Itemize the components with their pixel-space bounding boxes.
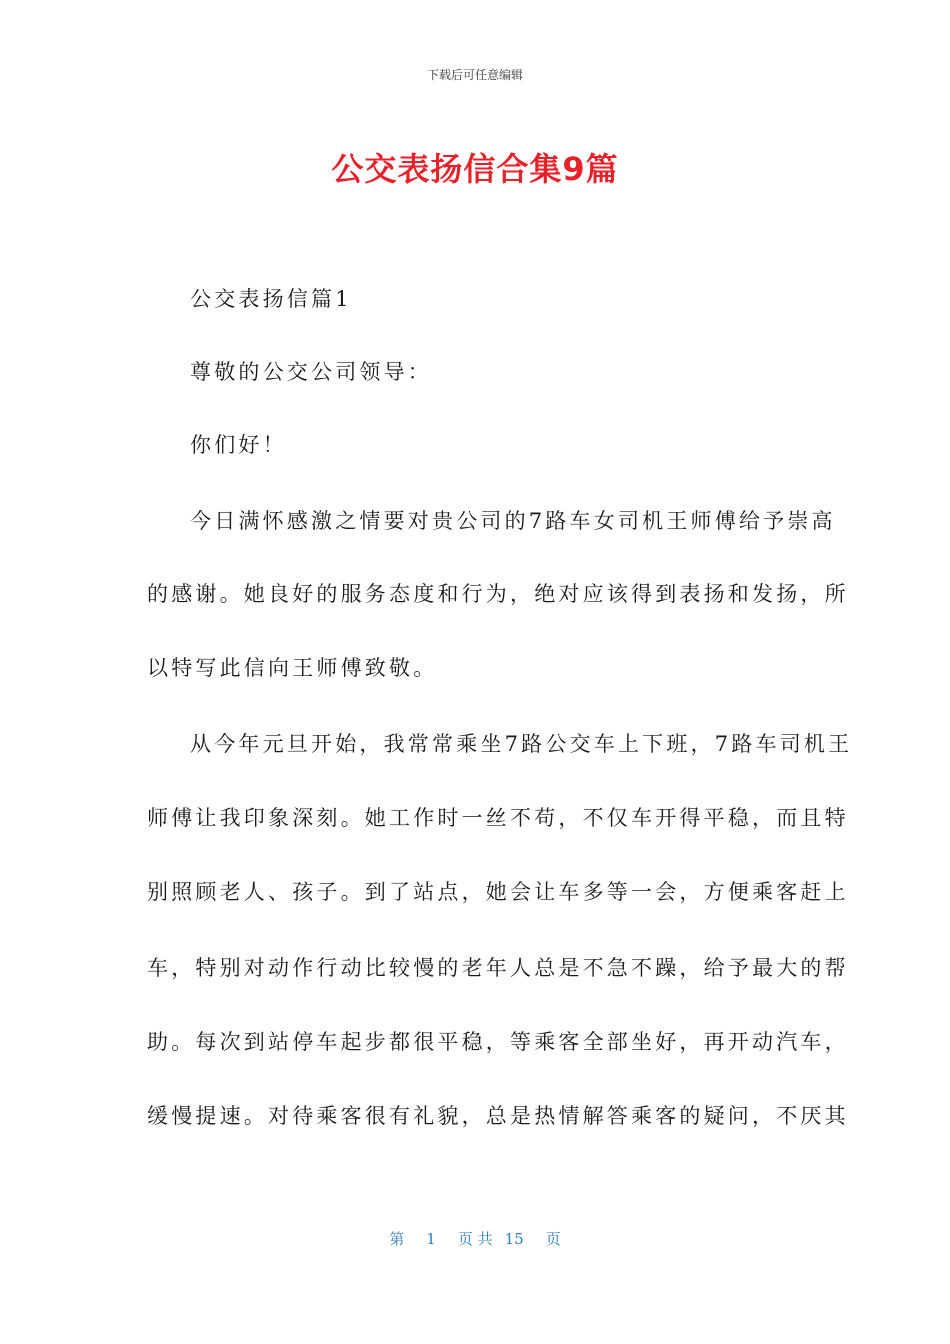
- paragraph-line: 师傅让我印象深刻。她工作时一丝不苟，不仅车开得平稳，而且特: [147, 806, 849, 830]
- paragraph-line: 助。每次到站停车起步都很平稳，等乘客全部坐好，再开动汽车，: [147, 1030, 849, 1054]
- footer-label-page: 第: [389, 1230, 405, 1248]
- paragraph-line: 车，特别对动作行动比较慢的老年人总是不急不躁，给予最大的帮: [147, 956, 849, 980]
- section-heading: 公交表扬信篇1: [190, 287, 352, 311]
- document-title: 公交表扬信合集9篇: [331, 150, 619, 188]
- paragraph-line: 今日满怀感激之情要对贵公司的7路车女司机王师傅给予崇高: [190, 509, 836, 533]
- paragraph-line: 从今年元旦开始，我常常乘坐7路公交车上下班，7路车司机王: [190, 732, 853, 756]
- greeting: 你们好！: [190, 433, 287, 457]
- current-page-number: 1: [426, 1230, 436, 1248]
- page-footer: [0, 1228, 950, 1249]
- total-pages-number: 15: [504, 1230, 524, 1248]
- footer-label-total: 页 共: [457, 1230, 493, 1248]
- header-note: 下载后可任意编辑: [426, 68, 523, 82]
- paragraph-line: 的感谢。她良好的服务态度和行为，绝对应该得到表扬和发扬，所: [147, 582, 849, 606]
- paragraph-line: 以特写此信向王师傅致敬。: [147, 656, 438, 680]
- footer-label-end: 页: [545, 1230, 561, 1248]
- paragraph-line: 别照顾老人、孩子。到了站点，她会让车多等一会，方便乘客赶上: [147, 880, 849, 904]
- salutation: 尊敬的公交公司领导：: [190, 360, 432, 384]
- paragraph-line: 缓慢提速。对待乘客很有礼貌，总是热情解答乘客的疑问，不厌其: [147, 1104, 849, 1128]
